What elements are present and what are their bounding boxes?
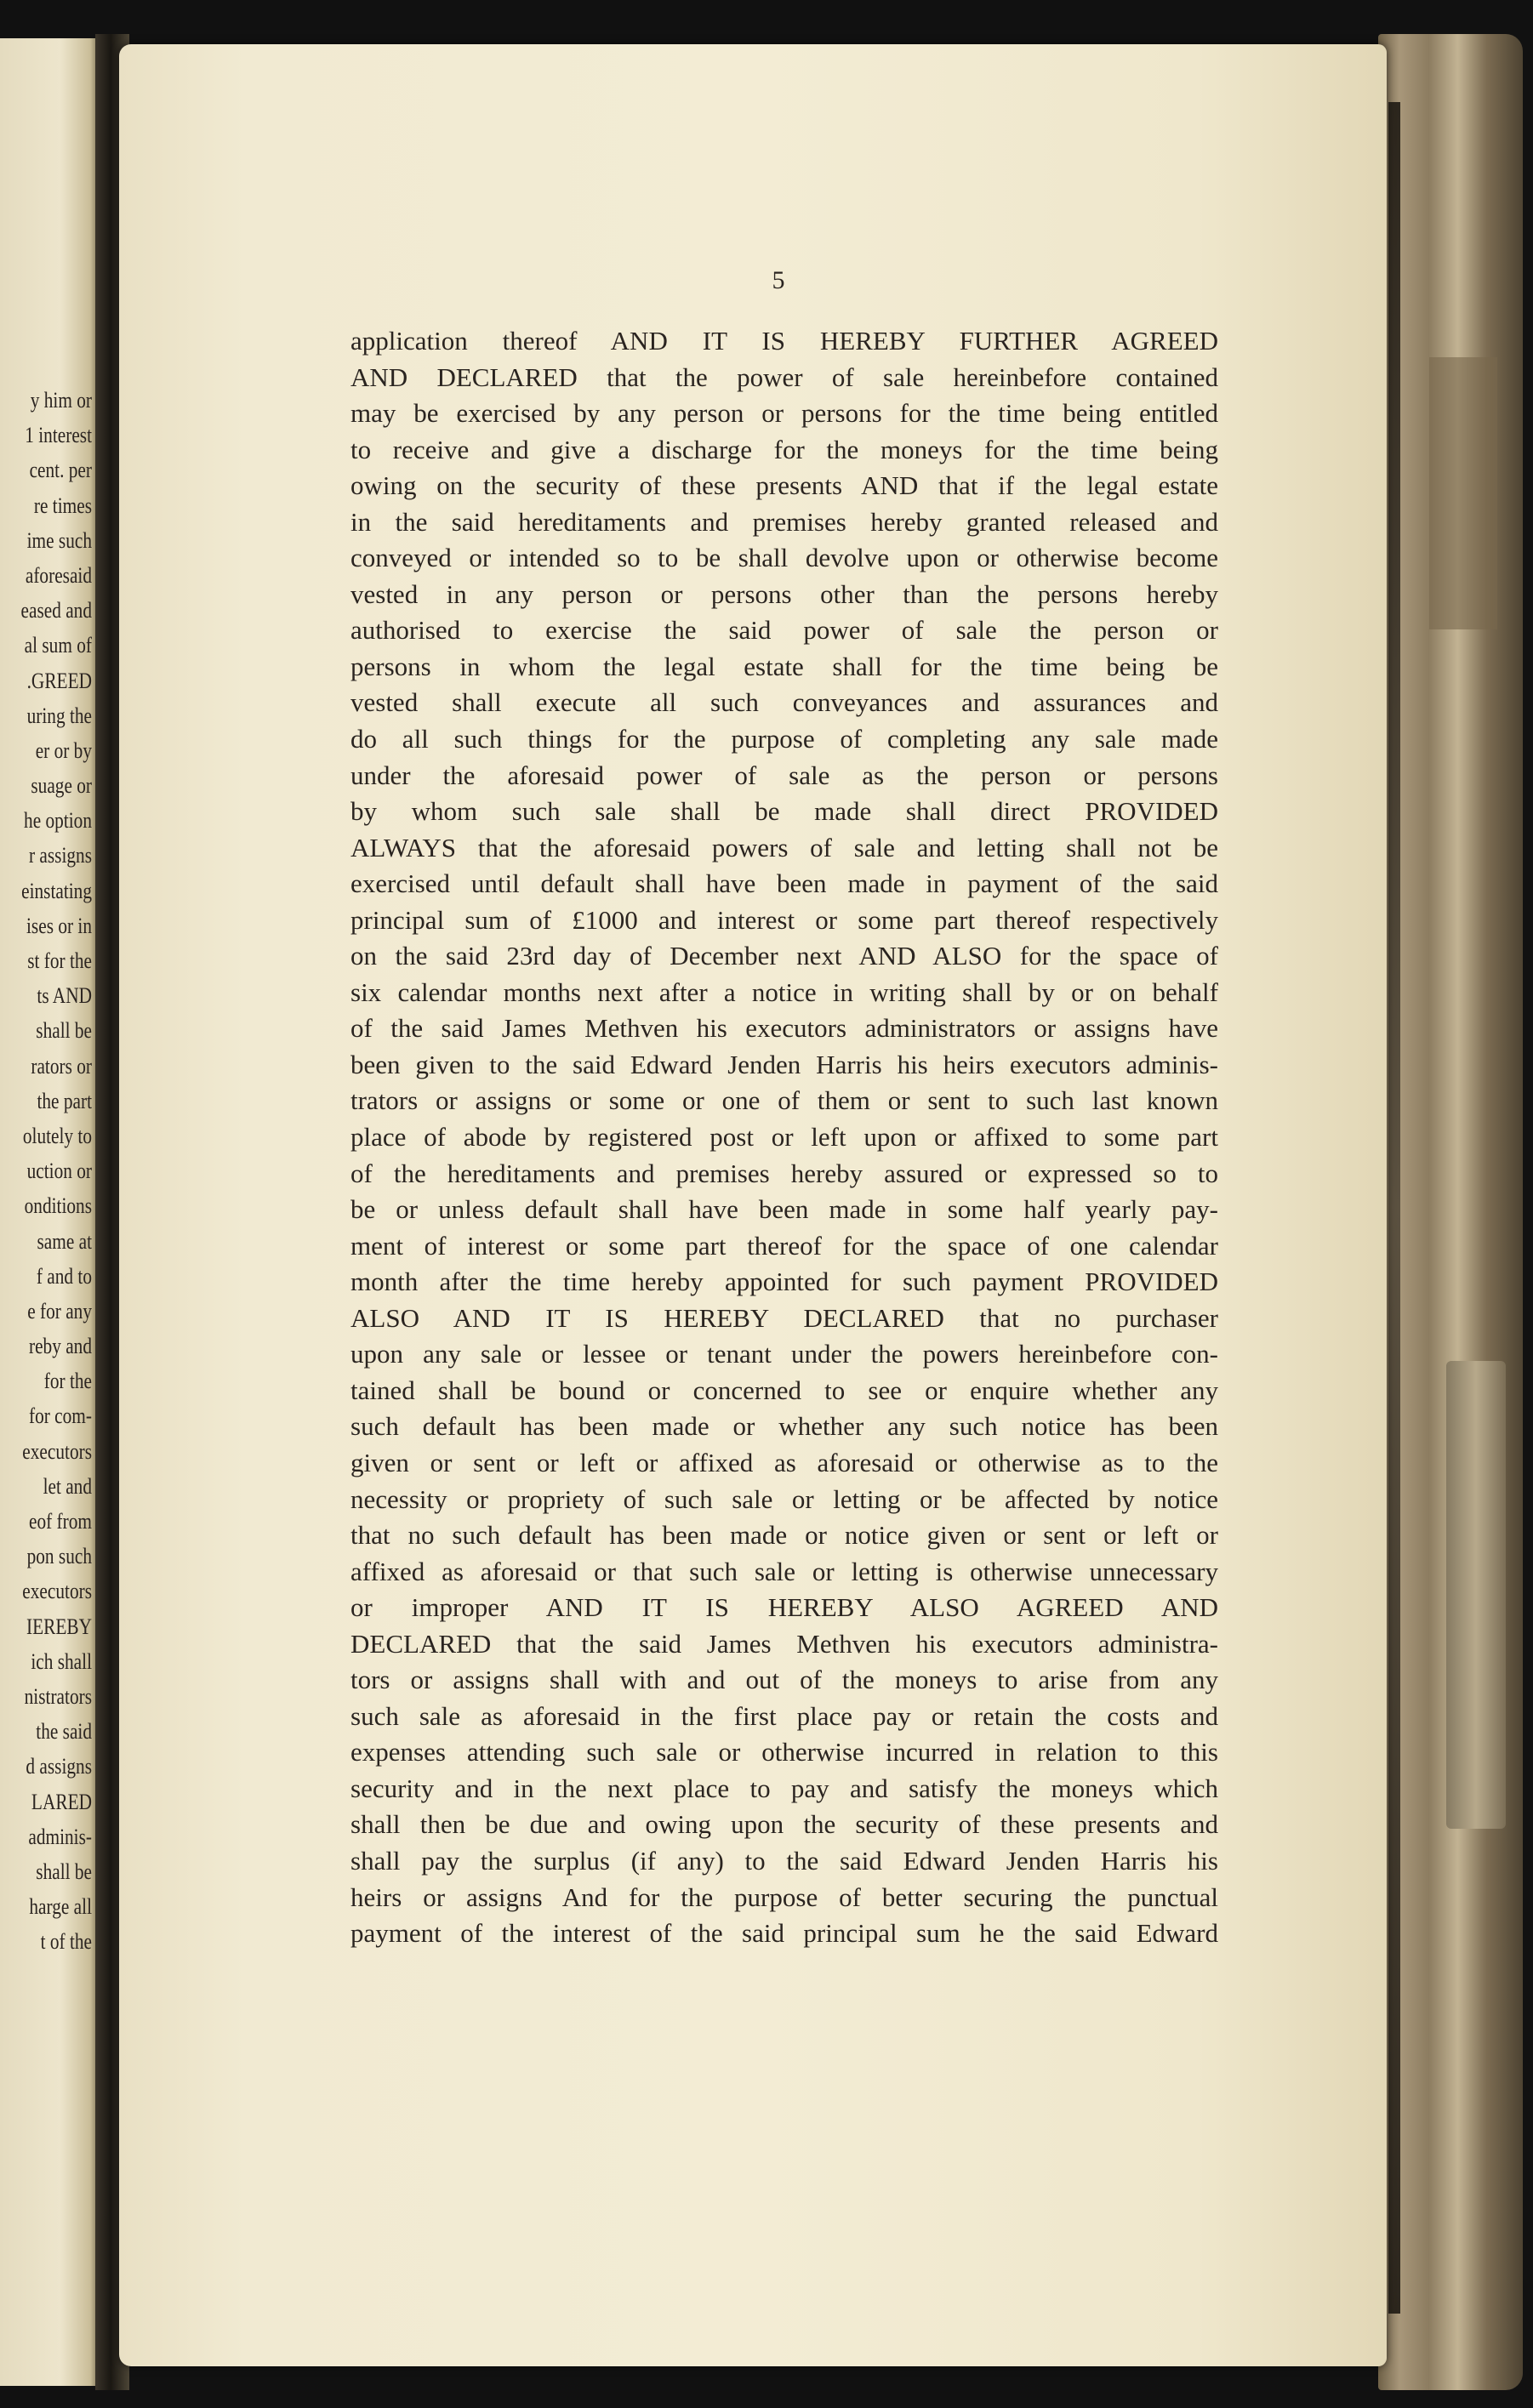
left-page-fragment-line: cent. per bbox=[29, 458, 92, 483]
left-page-fragment-line: executors bbox=[22, 1579, 92, 1604]
body-text-line: of the hereditaments and premises hereby assured or expressed so to bbox=[350, 1158, 1218, 1188]
left-page-fragment-line: LARED bbox=[31, 1789, 92, 1814]
left-page-fragment-line: rators or bbox=[31, 1053, 92, 1079]
body-text-line: vested shall execute all such conveyances and assurances and bbox=[350, 687, 1218, 718]
left-page-fragment-line: reby and bbox=[28, 1334, 92, 1359]
body-text-line: under the aforesaid power of sale as the person or persons bbox=[350, 760, 1218, 790]
body-text-line: owing on the security of these presents AND that if the legal estate bbox=[350, 470, 1218, 501]
body-text-line: such sale as aforesaid in the first place pay or retain the costs and bbox=[350, 1700, 1218, 1731]
left-page-fragment-line: ich shall bbox=[31, 1648, 92, 1674]
body-text-line: payment of the interest of the said principal sum he the said Edward bbox=[350, 1918, 1218, 1949]
left-page-fragment-line: suage or bbox=[31, 773, 92, 799]
body-text-line: ment of interest or some part thereof for the space of one calendar bbox=[350, 1230, 1218, 1261]
left-page-fragment-line: d assigns bbox=[26, 1754, 92, 1779]
body-text-line: place of abode by registered post or left upon or affixed to some part bbox=[350, 1122, 1218, 1153]
left-page-fragment-line: aforesaid bbox=[25, 562, 92, 588]
left-page-fragment-line: eof from bbox=[28, 1509, 92, 1534]
body-text-line: shall pay the surplus (if any) to the said Edward Jenden Harris his bbox=[350, 1845, 1218, 1876]
left-page-fragment-line: ts AND bbox=[37, 983, 92, 1009]
body-text-line: such default has been made or whether any such notice has been bbox=[350, 1411, 1218, 1442]
body-text-line: ALWAYS that the aforesaid powers of sale and letting shall not be bbox=[350, 832, 1218, 862]
body-text-line: ALSO AND IT IS HEREBY DECLARED that no purchaser bbox=[350, 1302, 1218, 1333]
body-text-line: trators or assigns or some or one of them or sent to such last known bbox=[350, 1085, 1218, 1116]
left-page-fragment-line: ime such bbox=[26, 527, 92, 553]
body-text-line: necessity or propriety of such sale or letting or be affected by notice bbox=[350, 1483, 1218, 1514]
left-page-fragment-line: er or by bbox=[35, 737, 92, 763]
left-page-fragment-line: ises or in bbox=[26, 913, 92, 938]
left-page-fragment-line: IEREBY bbox=[26, 1614, 92, 1639]
body-text-line: on the said 23rd day of December next AND ALSO for the space of bbox=[350, 941, 1218, 971]
body-text-line: conveyed or intended so to be shall devolve upon or otherwise become bbox=[350, 543, 1218, 573]
left-page-fragment-line: shall be bbox=[36, 1018, 92, 1044]
body-text-line: tors or assigns shall with and out of the moneys to arise from any bbox=[350, 1665, 1218, 1695]
body-text-line: authorised to exercise the said power of sale the person or bbox=[350, 615, 1218, 646]
body-text-line: DECLARED that the said James Methven his executors administra- bbox=[350, 1628, 1218, 1659]
left-page-fragment-line: 1 interest bbox=[25, 423, 92, 448]
left-page-fragment-line: eased and bbox=[20, 598, 92, 623]
body-text-line: security and in the next place to pay and satisfy the moneys which bbox=[350, 1773, 1218, 1803]
body-text-line: may be exercised by any person or persons for the time being entitled bbox=[350, 398, 1218, 429]
body-text-line: do all such things for the purpose of completing any sale made bbox=[350, 724, 1218, 754]
body-text-line: be or unless default shall have been made in some half yearly pay- bbox=[350, 1194, 1218, 1225]
left-page-fragment-line: uring the bbox=[26, 703, 92, 728]
body-text-line: exercised until default shall have been made in payment of the said bbox=[350, 868, 1218, 899]
left-page-fragment-line: olutely to bbox=[22, 1123, 92, 1148]
left-page-fragment-line: same at bbox=[37, 1228, 92, 1254]
body-text-line: by whom such sale shall be made shall direct PROVIDED bbox=[350, 796, 1218, 827]
left-page-fragment-line: re times bbox=[33, 492, 92, 518]
left-page-fragment-line: the part bbox=[37, 1088, 92, 1113]
left-page-fragment-line: pon such bbox=[26, 1544, 92, 1569]
body-text-line: tained shall be bound or concerned to see or enquire whether any bbox=[350, 1375, 1218, 1405]
body-text-line: principal sum of £1000 and interest or some part thereof respectively bbox=[350, 904, 1218, 935]
left-page-fragment-line: let and bbox=[43, 1473, 92, 1499]
left-page-fragment-line: e for any bbox=[27, 1298, 92, 1324]
body-text-line: given or sent or left or affixed as aforesaid or otherwise as to the bbox=[350, 1447, 1218, 1477]
fore-edge-stain bbox=[1429, 357, 1497, 629]
fore-edge-tape bbox=[1446, 1361, 1506, 1829]
left-page-fragment-line: adminis- bbox=[28, 1824, 92, 1849]
body-text-line: persons in whom the legal estate shall for the time being be bbox=[350, 651, 1218, 681]
left-page-fragment-line: f and to bbox=[36, 1263, 92, 1289]
left-page-fragment-line: onditions bbox=[24, 1193, 92, 1219]
left-page-fragment-line: nistrators bbox=[24, 1683, 92, 1709]
left-page-fragment-line: harge all bbox=[29, 1894, 92, 1920]
left-page-fragment-line: y him or bbox=[30, 388, 92, 413]
body-text-line: or improper AND IT IS HEREBY ALSO AGREED AND bbox=[350, 1592, 1218, 1623]
left-page-fragment-line: shall be bbox=[36, 1859, 92, 1884]
body-text-line: in the said hereditaments and premises hereby granted released and bbox=[350, 506, 1218, 537]
left-page-fragment-line: uction or bbox=[26, 1158, 92, 1184]
body-text-line: affixed as aforesaid or that such sale or letting is otherwise unnecessary bbox=[350, 1556, 1218, 1586]
left-page-fragment-line: einstating bbox=[21, 878, 92, 903]
page-number: 5 bbox=[772, 266, 785, 294]
body-text-line: of the said James Methven his executors administrators or assigns have bbox=[350, 1013, 1218, 1044]
body-text-line: vested in any person or persons other than the persons hereby bbox=[350, 578, 1218, 609]
body-text-line: that no such default has been made or notice given or sent or left or bbox=[350, 1520, 1218, 1551]
body-text-line: to receive and give a discharge for the moneys for the time being bbox=[350, 434, 1218, 464]
body-text-line: application thereof AND IT IS HEREBY FURTHER AGREED bbox=[350, 326, 1218, 356]
body-text-line: month after the time hereby appointed for such payment PROVIDED bbox=[350, 1267, 1218, 1297]
body-text-line: been given to the said Edward Jenden Harris his heirs executors adminis- bbox=[350, 1049, 1218, 1079]
body-text-line: shall then be due and owing upon the security of these presents and bbox=[350, 1809, 1218, 1840]
left-page-fragment-line: al sum of bbox=[24, 633, 92, 658]
left-page-fragment-line: for com- bbox=[28, 1403, 92, 1429]
left-page-fragment-line: r assigns bbox=[28, 843, 92, 868]
body-text-line: AND DECLARED that the power of sale hereinbefore contained bbox=[350, 361, 1218, 392]
left-page-fragment-line: st for the bbox=[27, 948, 92, 973]
left-facing-page bbox=[0, 38, 100, 2386]
page-edge-strip bbox=[1388, 102, 1400, 2314]
body-text-line: six calendar months next after a notice in writing shall by or on behalf bbox=[350, 976, 1218, 1007]
left-page-fragment-line: executors bbox=[22, 1438, 92, 1464]
left-page-fragment-line: for the bbox=[43, 1369, 92, 1394]
body-text-line: upon any sale or lessee or tenant under the powers hereinbefore con- bbox=[350, 1339, 1218, 1369]
left-page-fragment-line: .GREED bbox=[26, 668, 92, 693]
left-page-fragment-line: he option bbox=[24, 808, 92, 834]
body-text-line: expenses attending such sale or otherwise incurred in relation to this bbox=[350, 1737, 1218, 1768]
left-page-text-fragments bbox=[0, 383, 92, 1959]
left-page-fragment-line: t of the bbox=[40, 1929, 92, 1955]
left-page-fragment-line: the said bbox=[36, 1719, 92, 1745]
document-body-text bbox=[350, 323, 1218, 1952]
body-text-line: heirs or assigns And for the purpose of better securing the punctual bbox=[350, 1881, 1218, 1912]
